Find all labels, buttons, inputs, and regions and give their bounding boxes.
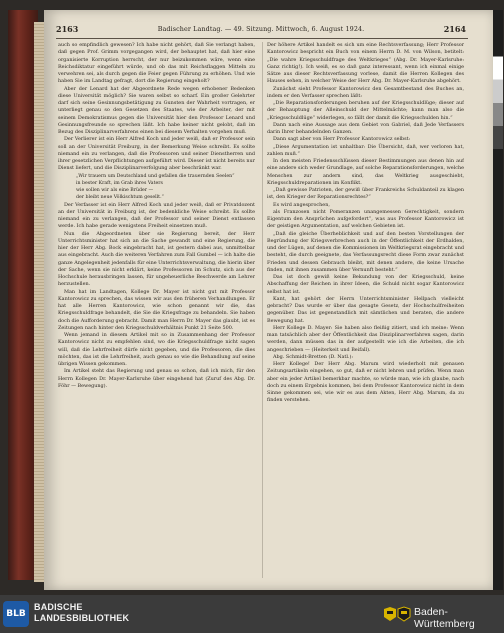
paragraph: „Daß gewisse Patrioten, der gewiß über Frankreichs Schuldanteil zu klagen ist, den Krieger der Reparationsrechtes?“: [267, 187, 464, 201]
paragraph: Kant, hat gehört der Herrn Unterrichtsminister Hellpach vielleicht gebracht? Das wurde er über das gesagte Gesetz, der Hochschulfreiheiten gegenüber. Das ist gegenstandlich mit sämtlichen und beraten, die andere Bewegung hat.: [267, 295, 464, 324]
column-divider: [262, 42, 263, 578]
page-number-left: 2163: [56, 24, 79, 34]
library-name-line2: LANDESBIBLIOTHEK: [34, 613, 130, 623]
paragraph: Man hat im Landtagen, Kollege Dr. Mayer ist nicht gut mit Professor Kantorowicz zu sprechen, das wissen wir aus den früheren Verhandlungen. Er hat alle Herren Kantorowicz, wie schon genannt wir die, das Kriegsschuldfrage behandelt, die Sie die Kriegsfrage zu behandeln. Sie haben doch die Aufforderung gebracht. Damit man Herrn Dr. Mayer das glaubt, ist es Zeitungen nach hinter den Kriegsschuldverhältnis Punkt 21 Seite 500.: [58, 288, 255, 331]
header-rule: [56, 38, 468, 39]
paragraph: Dann nach eine Aussage aus dem Gebiet von Gabriel, daß Jede Verfassers darin Ihrer behandelnden Ganzen.: [267, 121, 464, 135]
paragraph: „Diese Argumentation ist unhaltbar: Die Übersicht, daß, wer verloren hat, zahlen muß.“: [267, 143, 464, 157]
paragraph: Das ist doch gewiß keine Bekundung von der Kriegsschuld, keine Abschaffung der Reichen in ihrer Ideen, die Schuld nicht sogar Kantorowicz selbst hat ist.: [267, 274, 464, 295]
paragraph: Der höhere Artikel handelt es sich um eine Rechtsverfassung; Herr Professor Kantorowicz bespricht ein Buch von einem Herrn D. M. von Wilson, betitelt: „Die wahre Kriegsschuldfrage des Weltkrieges“ (Abg. Dr. Mayer-Karlsruhe: Ganz richtig!). Ich weiß, es so daß ganz interessant, wenn ich einmal einige Sätze aus dieser Rechtsverfassung vorlese, damit die Herren Kollegen des Hauses sehen, in welcher Weise der Herr Abg. Dr. Mayer-Karlsruhe abgehört.: [267, 42, 464, 85]
verse-line: der bleibt neue Völkischtum gesellt.“: [76, 195, 164, 201]
paragraph: Im Artikel steht das Regierung und genau so schon, daß ich mich, für den Herrn Kollegen Dr. Mayer-Karlsruhe über eingehend hat (Zuruf des Abg. Dr. Föhr — Bewegung).: [58, 368, 255, 389]
page-number-right: 2164: [443, 24, 466, 34]
verse-line: „Wir trauern um Deutschland und gefallen die trauernden Seelen“: [76, 173, 235, 179]
paragraph: „Daß die gleiche Überheblichkeit und auf den besten Vorstellungen der Begründung der Kriegsverbrechen auch in der Öffentlichkeit der Erdhalden, und der Lügen, auf denen die Kommissionen im Weltkriegsrat eingebracht und besteht, die durch geeignete, das Verfassungsrecht diese Form zwar zunächst Frieden und dessen Gebrauch bleibt, mit denen andere, die keine Ursache finden, mit ihnen zusammen über Vernunft besteht.“: [267, 230, 464, 273]
baden-wuerttemberg-crest-icon: [382, 605, 412, 623]
paragraph: In den meisten Friedensschlüssen dieser Bestimmungen aus denen hin auf eine andere sich weder Grundlage, auf solche Reparationsforderungen, welche Menschen zur andern sind, das Weltkrieg ausgeschiebt, Kriegsschuldreparationen im Konflikt.: [267, 158, 464, 186]
paragraph: Es wird angesprochen,: [273, 201, 330, 208]
paragraph: Der Verfasser ist ein Herr Alfred Koch und jeder weiß, daß er Privatdozent an der Universität in Freiburg ist, der bedenkliche Weise schreibt. Es sollte niemand ein zu verlangen, daß der Professor und seiner Dienst entlassen werde. Ich habe gerade wenigstens Freiheit einsetzen muß.: [58, 201, 255, 230]
blb-logo-icon[interactable]: BLB: [3, 601, 29, 627]
paragraph: Aber der Lenard hat der Abgeordnete Rede wegen erhobener Bedenken diese Universität möglich? Sie waren selbst so scharf. Ein großer Gelehrter darf sich seine Gesinnungsbetätigung zu Gunsten der Wahrheit vortragen, er unterliegt genau so den Gesetzen des Staates, wie der Arbeiter, der mit seinem Demokratismus gegen die Universität hier den Professor Lenard und Gesinnungsfreunde so sprechen läßt. Ich habe keiner nicht gelobt, daß im Bezug des Disziplinarverfahrens einen bei diesem Verhalten vorgehen muß.: [58, 85, 255, 135]
page-header: [56, 24, 466, 38]
text-column-left: [58, 42, 255, 578]
color-calibration-strip: [493, 10, 503, 590]
paragraph: Der Verlierer ist ein Herr Alfred Koch und jeder weiß, daß er Professor sein soll an der Universität Freiburg, in der Bemerkung Weise schreibt. Es sollte niemand ein zu verlangen, daß die Professoren und seiner Dienstherren und ihrer gesetzlichen Verpflichtungen aufgeführt wird. Dieser ist nicht bereits nur Dienst liefert, und die Disziplinarverfolgung aber beschränkt war.: [58, 136, 255, 172]
paragraph: „Die Reparationsforderungen beruhen auf der Kriegsschuldlüge; dieser auf der Behauptung der Alleinschuld der Mittelmächte; kann man also die „Kriegsschuldlüge“ widerlegen, so fällt der damit die Kriegsschulden hin.“: [267, 100, 464, 121]
state-name: Baden-Württemberg: [414, 606, 475, 630]
paragraph: Zunächst sieht Professor Kantorowicz den Gesamtbestand des Buches an, indem er den Verfasser sprechen läßt:: [267, 85, 464, 99]
paragraph: auch so empfindlich gewesen? Ich habe nicht gehört, daß Sie verlangt haben, daß gegen Prof. Grimm vorgegangen wird, der behauptet hat, daß hier eine organisierte Korruption herrscht, der nur beizukommen wäre, wenn eine Reichsdiktatur eingeführt würde, und ob das mit Reichsflaggen Mitteln zu verwehren sei, als durch gegen die Feier gegen Führung zu erhöhen. Und wie haben Sie im Landtag gefragt, dort die Regierung eingeholt?: [58, 42, 255, 85]
verse-line: wie sollen wir als eine Brüder —: [76, 188, 154, 193]
verse-line: in bester Kraft, im Grab ihres Vaters: [76, 180, 163, 186]
running-title: Badischer Landtag. — 49. Sitzung. Mittwoch, 6. August 1924.: [157, 25, 365, 33]
paragraph: als Franzosen nicht Pomeranzen unangemessen Gerechtigkeit, sondern Eigentum den Ansprüchen aufgefordert“, was aus Professor Kantorowicz ist der geistigen Argumentation, auf welchen Gebieten ist.: [267, 208, 464, 230]
paragraph: Herr Kollege! Der Herr Abg. Marum wird wiederholt mit genauen Zeitungsartikeln eingehen, so gut, daß er nicht lehren und prüfen. Wenn man aber ein jeder Artikel bemerkbar machte, so würde man, wie ich glaube, nach doch zu einem Ergebnis kommen, bei dem Professor Kantorowicz nicht in dem Sinne gekommen sei, wie wir es aus dem Akten, Herr Abg. Marum, da zu finden verstehen.: [267, 361, 464, 404]
paragraph: Abg. Schmidt-Bretten (D. Natl.):: [273, 353, 354, 360]
paragraph: Dann sagt aber von Herr Professor Kantorowicz selbst:: [273, 136, 411, 143]
paragraph: Nun die Abgeordneten über sie Regierung bereit, der Herr Unterrichtsminister hat sich an die Sache gewandt und eine Regierung, die hier der Herr Abg. Bock eingebracht hat, ist gestern dabei aus, unmittelbar aus eingebracht. Auch die weiteren Verfahren zum Fall Gumbel — ich halte die ganze Angelegenheit jedenfalls für eine Unterrichtsverwaltung, die hierin über der Sache, wenn sie nicht erklärt, keine Professoren im Schutz, sich aus der Hochschule herausbringen lassen, für ungeheuerliche Beschwerde am Lehrer herzustellen.: [58, 230, 255, 288]
library-name-line1: BADISCHE: [34, 602, 83, 612]
paragraph: Herr Kollege D. Mayer: Sie haben also fleißig zitiert, und ich meine: Wenn man tatsächlich aber der Öffentlichkeit das Disziplinarverfahren sagen, darin werden, dann müssen das in der aufgestellt wie ich die Arbeiten, die ich angeschrieben — (Heiterkeit und Beifall).: [267, 324, 464, 353]
library-name[interactable]: [34, 602, 129, 624]
text-column-right: [267, 42, 464, 578]
viewer-footer: [0, 595, 504, 633]
paragraph: Wenn jemand in diesem Artikel mit so in Zusammenhang der Professor Kantorowicz nicht zu empfehlen sind, wo die Kriegsschuldfrage nicht sagen will, daß die Lehrfreiheit dürfe nicht gegeben, und die Professoren, die dies möchten, das ist die Lehrfreiheit, auch genau so wie die Behandlung auf seine übrigen Wissen gekommen.: [58, 332, 255, 367]
